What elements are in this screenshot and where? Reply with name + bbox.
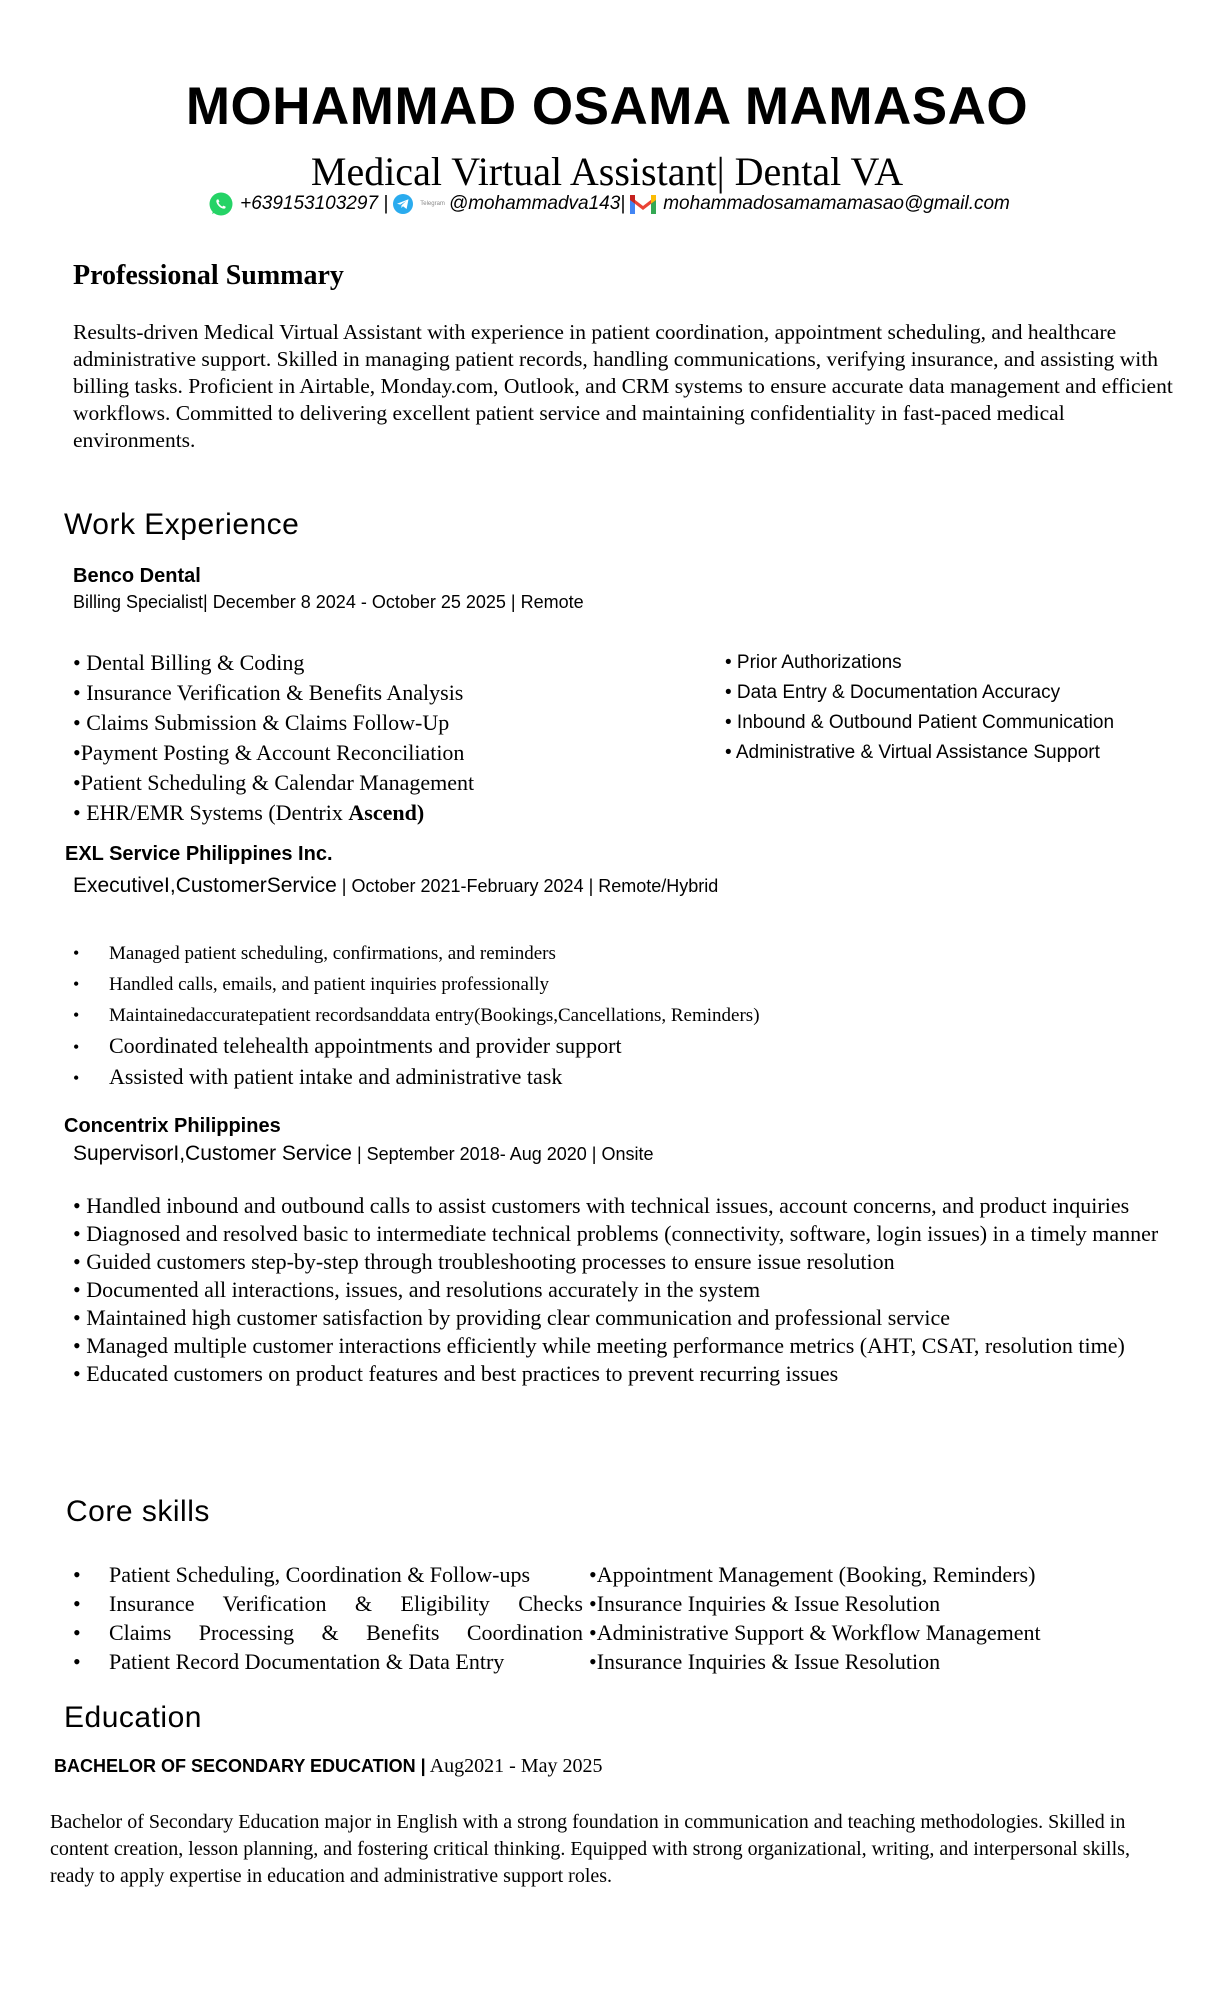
list-item [73, 798, 474, 828]
list-item: • Inbound & Outbound Patient Communication [725, 712, 1115, 733]
job-details: | October 2021-February 2024 | Remote/Hybrid [336, 876, 719, 896]
telegram-icon [392, 193, 414, 215]
telegram-handle: @mohammadva143| [448, 193, 626, 214]
bullet-icon: • [73, 1591, 81, 1616]
list-item: • Documented all interactions, issues, and resolutions accurately in the system [73, 1277, 761, 1302]
whatsapp-icon [208, 191, 234, 217]
list-item-text: Coordinated telehealth appointments and provider support [109, 1033, 622, 1058]
list-item: •Payment Posting & Account Reconciliation [73, 740, 465, 765]
list-item [73, 969, 760, 1000]
list-item: • Insurance Verification & Benefits Analysis [73, 680, 464, 705]
skill-left: Insurance Verification & Eligibility Checks [109, 1591, 583, 1616]
list-item-text: Handled calls, emails, and patient inquiries professionally [109, 974, 550, 995]
skill-right: •Insurance Inquiries & Issue Resolution [589, 1591, 941, 1616]
bullet-icon: • [73, 974, 80, 994]
skill-left: Patient Scheduling, Coordination & Follow-ups [109, 1562, 531, 1587]
list-item: •Patient Scheduling & Calendar Management [73, 770, 475, 795]
job-line-exl [73, 874, 718, 898]
list-item-text: Assisted with patient intake and administrative task [109, 1064, 563, 1089]
education-description: Bachelor of Secondary Education major in English with a strong foundation in communication and teaching methodologies. Skilled in content creation, lesson planning, and fostering critical thinking. Equipped with strong organizational, writing, and interpersonal skills, ready to apply expertise in education and administrative support roles. [50, 1811, 1130, 1887]
gmail-icon [629, 193, 657, 215]
list-item [73, 1062, 760, 1093]
list-item: • Managed multiple customer interactions efficiently while meeting performance metrics (AHT, CSAT, resolution time) [73, 1333, 1125, 1358]
email-address: mohammadosamamamasao@gmail.com [663, 193, 1010, 214]
list-item: • Handled inbound and outbound calls to assist customers with technical issues, account concerns, and product inquiries [73, 1193, 1130, 1218]
education-degree-line [54, 1755, 602, 1778]
resume-name: MOHAMMAD OSAMA MAMASAO [185, 77, 1029, 136]
exl-duties [73, 938, 760, 1093]
list-item: • Diagnosed and resolved basic to intermediate technical problems (connectivity, software, login issues) in a timely manner [73, 1221, 1159, 1246]
summary-heading: Professional Summary [73, 260, 344, 291]
phone-number: +639153103297 | [240, 193, 389, 214]
list-item-text: Maintainedaccuratepatient recordsanddata entry(Bookings,Cancellations, Reminders) [109, 1005, 760, 1026]
list-item: • Guided customers step-by-step through troubleshooting processes to ensure issue resolution [73, 1249, 895, 1274]
list-item: • Educated customers on product features and best practices to prevent recurring issues [73, 1361, 839, 1386]
job-role: ExecutiveI,CustomerService [73, 874, 337, 897]
resume-subtitle: Medical Virtual Assistant| Dental VA [310, 149, 904, 194]
list-item: • Data Entry & Documentation Accuracy [725, 682, 1061, 703]
concentrix-duties [73, 1192, 1173, 1388]
degree-name: BACHELOR OF SECONDARY EDUCATION | [54, 1756, 426, 1776]
list-item: • Claims Submission & Claims Follow-Up [73, 710, 450, 735]
telegram-caption: Telegram [420, 201, 445, 207]
list-item [73, 1031, 760, 1062]
bullet-icon: • [73, 943, 80, 963]
list-item: • Dental Billing & Coding [73, 650, 305, 675]
skill-right: •Appointment Management (Booking, Reminders) [589, 1562, 1036, 1587]
degree-dates: Aug2021 - May 2025 [429, 1755, 603, 1777]
bullet-icon: • [73, 1620, 81, 1645]
contact-line [0, 191, 1214, 217]
work-experience-heading: Work Experience [64, 508, 300, 541]
job-role: SupervisorI,Customer Service [73, 1142, 352, 1165]
list-item [73, 938, 760, 969]
list-item: • Prior Authorizations [725, 652, 902, 673]
education-heading: Education [64, 1701, 202, 1734]
skills-list [73, 1560, 1041, 1676]
job-line-benco: Billing Specialist| December 8 2024 - October 25 2025 | Remote [73, 592, 584, 612]
skills-row [73, 1618, 1041, 1647]
bullet-icon: • [73, 1005, 80, 1025]
company-exl: EXL Service Philippines Inc. [65, 843, 333, 865]
skill-right: •Insurance Inquiries & Issue Resolution [589, 1649, 941, 1674]
benco-duties-right [725, 648, 1114, 768]
skills-row [73, 1560, 1041, 1589]
bullet-icon: • [73, 1562, 81, 1587]
list-item [73, 1000, 760, 1031]
company-concentrix: Concentrix Philippines [64, 1115, 281, 1137]
job-line-concentrix [73, 1142, 653, 1166]
bullet-icon: • [73, 1068, 80, 1088]
summary-text: Results-driven Medical Virtual Assistant with experience in patient coordination, appointment scheduling, and healthcare administrative support. Skilled in managing patient records, handling communications, verifying insurance, and assisting with billing tasks. Proficient in Airtable, Monday.com, Outlook, and CRM systems to ensure accurate data management and efficient workflows. Committed to delivering excellent patient service and maintaining confidentiality in fast-paced medical environments. [73, 320, 1173, 452]
skills-row [73, 1589, 1041, 1618]
list-item-bold: Ascend) [348, 800, 425, 825]
benco-duties-left [73, 648, 474, 828]
core-skills-heading: Core skills [66, 1495, 210, 1528]
list-item-text: Managed patient scheduling, confirmations, and reminders [109, 943, 556, 964]
list-item-text: • EHR/EMR Systems (Dentrix [73, 800, 349, 825]
skills-row [73, 1647, 1041, 1676]
bullet-icon: • [73, 1037, 80, 1057]
skill-left: Patient Record Documentation & Data Entry [109, 1649, 505, 1674]
list-item: • Administrative & Virtual Assistance Support [725, 742, 1100, 763]
skill-right: •Administrative Support & Workflow Management [589, 1620, 1041, 1645]
bullet-icon: • [73, 1649, 81, 1674]
job-details: | September 2018- Aug 2020 | Onsite [351, 1144, 654, 1164]
skill-left: Claims Processing & Benefits Coordination [109, 1620, 583, 1645]
company-benco-dental: Benco Dental [73, 565, 201, 587]
list-item: • Maintained high customer satisfaction by providing clear communication and professional service [73, 1305, 951, 1330]
